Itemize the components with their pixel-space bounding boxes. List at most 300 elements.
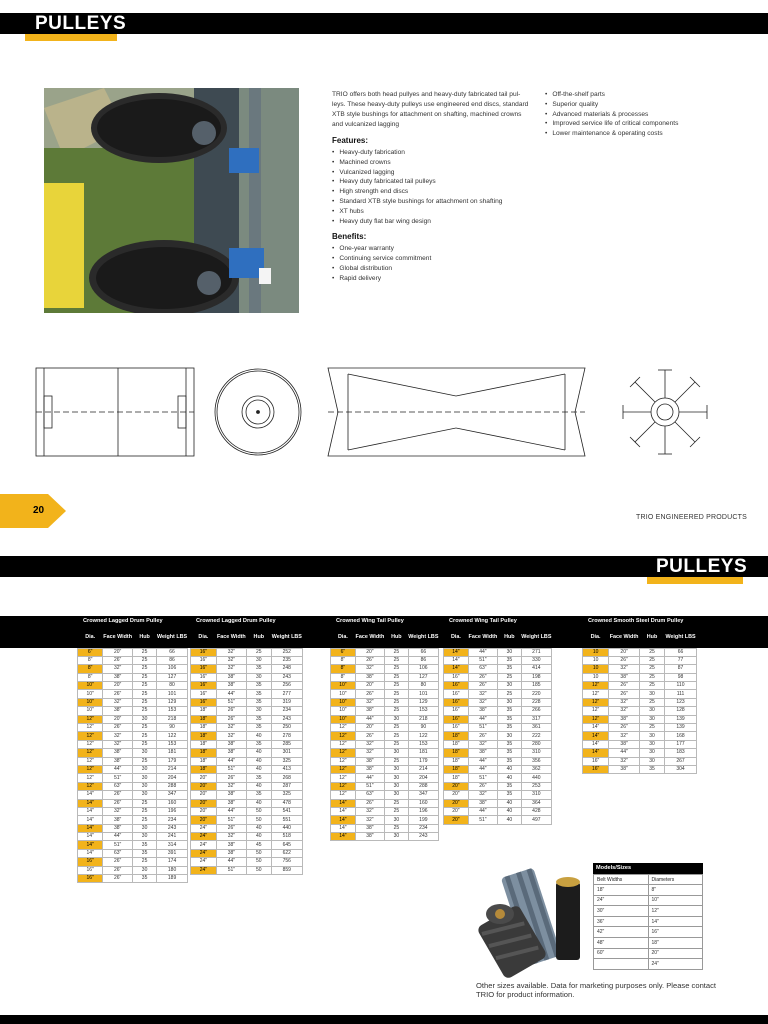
cell-face: 32" [609, 707, 640, 715]
cell-hub: 35 [132, 849, 156, 857]
cell-dia: 8" [331, 673, 356, 681]
advantages-list [545, 90, 745, 139]
table-row [331, 774, 439, 782]
cell-dia: 10" [331, 690, 356, 698]
cell-hub: 40 [246, 782, 271, 790]
cell-face: 26" [103, 656, 133, 664]
table-row [191, 749, 303, 757]
cell-dia: 16" [191, 665, 217, 673]
cell-hub: 50 [246, 807, 271, 815]
cell-weight: 756 [271, 858, 302, 866]
table-row [583, 698, 697, 706]
cell-dia: 14" [444, 665, 469, 673]
column-header: Hub [504, 633, 515, 640]
cell-dia: 14" [331, 824, 356, 832]
cell-face: 26" [468, 682, 497, 690]
cell-weight: 551 [271, 816, 302, 824]
table-row [78, 740, 188, 748]
cell-face: 44" [216, 757, 246, 765]
cell-weight: 271 [521, 648, 551, 656]
table-row [331, 791, 439, 799]
cell-dia: 12" [583, 682, 609, 690]
table-row [191, 732, 303, 740]
cell-dia: 24" [191, 833, 217, 841]
cell-dia: 10" [78, 682, 103, 690]
cell-hub: 25 [132, 858, 156, 866]
cell-dia: 12" [331, 740, 356, 748]
cell-weight: 111 [665, 690, 697, 698]
cell-dia: 8" [331, 656, 356, 664]
cell-hub: 40 [246, 757, 271, 765]
cell-hub: 25 [384, 740, 408, 748]
cell-dia: 18" [191, 715, 217, 723]
cell-weight: 139 [665, 715, 697, 723]
table-row [444, 707, 552, 715]
cell-hub: 25 [384, 673, 408, 681]
spec-table [582, 626, 697, 774]
cell-weight: 204 [408, 774, 438, 782]
cell-face: 44" [103, 833, 133, 841]
cell-hub: 40 [497, 765, 521, 773]
belt-width-cell: 24" [594, 895, 649, 906]
cell-dia: 14" [78, 791, 103, 799]
table-row [78, 648, 188, 656]
cell-weight: 243 [271, 673, 302, 681]
cell-weight: 347 [157, 791, 188, 799]
cell-weight: 129 [157, 698, 188, 706]
cell-weight: 198 [521, 673, 551, 681]
table-row [331, 690, 439, 698]
cell-hub: 30 [246, 656, 271, 664]
table-row [583, 656, 697, 664]
cell-hub: 30 [132, 833, 156, 841]
cell-face: 44" [355, 715, 384, 723]
cell-hub: 25 [132, 665, 156, 673]
cell-face: 20" [355, 648, 384, 656]
table-row [331, 707, 439, 715]
column-header: Face Width [468, 633, 498, 640]
cell-hub: 25 [497, 673, 521, 681]
cell-dia: 8" [78, 656, 103, 664]
cell-face: 38" [216, 791, 246, 799]
cell-hub: 25 [497, 690, 521, 698]
cell-dia: 18" [444, 749, 469, 757]
cell-hub: 25 [384, 724, 408, 732]
cell-face: 20" [103, 648, 133, 656]
cell-hub: 45 [246, 841, 271, 849]
cell-face: 38" [216, 673, 246, 681]
cell-weight: 310 [521, 749, 551, 757]
cell-dia: 20" [444, 791, 469, 799]
cell-weight: 98 [665, 673, 697, 681]
cell-dia: 12" [78, 782, 103, 790]
cell-face: 32" [103, 732, 133, 740]
cell-hub: 30 [384, 782, 408, 790]
table-row [191, 765, 303, 773]
cell-weight: 168 [665, 732, 697, 740]
cell-dia: 16" [78, 858, 103, 866]
cell-dia: 10" [78, 698, 103, 706]
cell-dia: 12" [583, 707, 609, 715]
cell-hub: 40 [497, 799, 521, 807]
cell-weight: 90 [408, 724, 438, 732]
cell-hub: 25 [132, 698, 156, 706]
disclaimer-note: Other sizes available. Data for marketing purposes only. Please contact TRIO for product information. [476, 981, 717, 999]
cell-face: 32" [468, 690, 497, 698]
cell-hub: 40 [246, 732, 271, 740]
cell-weight: 330 [521, 656, 551, 664]
cell-face: 32" [468, 791, 497, 799]
cell-hub: 35 [497, 724, 521, 732]
cell-hub: 30 [132, 774, 156, 782]
cell-hub: 40 [497, 807, 521, 815]
column-header: Weight LBS [271, 633, 302, 640]
table-row [331, 732, 439, 740]
cell-dia: 12" [331, 782, 356, 790]
cell-face: 38" [609, 740, 640, 748]
cell-hub: 25 [639, 698, 664, 706]
cell-dia: 16" [583, 757, 609, 765]
table-row [191, 682, 303, 690]
cell-face: 32" [216, 782, 246, 790]
table-row [78, 656, 188, 664]
cell-dia: 20" [444, 799, 469, 807]
cell-weight: 218 [157, 715, 188, 723]
benefits-heading: Benefits: [332, 232, 367, 242]
pulley-table [77, 616, 187, 883]
cell-weight: 106 [157, 665, 188, 673]
cell-hub: 40 [246, 799, 271, 807]
cell-face: 51" [216, 698, 246, 706]
cell-weight: 301 [271, 749, 302, 757]
models-row [594, 916, 703, 927]
cell-hub: 30 [132, 715, 156, 723]
cell-face: 51" [355, 782, 384, 790]
cell-dia: 14" [444, 648, 469, 656]
column-header: Weight LBS [408, 633, 439, 640]
pulley-table [443, 616, 551, 825]
cell-dia: 14" [78, 833, 103, 841]
cell-face: 32" [609, 732, 640, 740]
belt-width-cell: 30" [594, 906, 649, 917]
features-heading: Features: [332, 136, 369, 145]
table-row [191, 816, 303, 824]
cell-weight: 174 [157, 858, 188, 866]
table-row [78, 749, 188, 757]
cell-face: 32" [609, 698, 640, 706]
spec-table [443, 626, 552, 825]
cell-face: 63" [468, 665, 497, 673]
cell-face: 26" [216, 707, 246, 715]
cell-dia: 16" [78, 875, 103, 883]
cell-face: 32" [355, 749, 384, 757]
cell-face: 44" [216, 690, 246, 698]
cell-weight: 189 [157, 875, 188, 883]
bottom-page-title: PULLEYS [656, 556, 748, 577]
cell-hub: 30 [132, 765, 156, 773]
table-row [444, 682, 552, 690]
diameter-cell: 24" [648, 959, 703, 970]
cell-face: 38" [468, 799, 497, 807]
cell-face: 32" [468, 698, 497, 706]
cell-hub: 30 [384, 833, 408, 841]
belt-width-cell: 60" [594, 948, 649, 959]
cell-face: 26" [216, 774, 246, 782]
cell-weight: 234 [408, 824, 438, 832]
diameters-header: Diameters [648, 875, 703, 885]
models-row [594, 885, 703, 896]
column-header: Hub [139, 633, 150, 640]
advantages-item: • Superior quality [545, 100, 745, 110]
table-row [583, 724, 697, 732]
cell-hub: 35 [497, 749, 521, 757]
table-row [191, 707, 303, 715]
cell-hub: 30 [639, 749, 664, 757]
cell-hub: 30 [639, 715, 664, 723]
table-row [331, 765, 439, 773]
table-row [78, 791, 188, 799]
benefits-list [332, 244, 530, 283]
cell-hub: 25 [132, 757, 156, 765]
cell-dia: 14" [78, 807, 103, 815]
cell-hub: 35 [246, 698, 271, 706]
table-row [78, 774, 188, 782]
cell-hub: 30 [246, 707, 271, 715]
cell-hub: 25 [132, 740, 156, 748]
cell-face: 20" [355, 682, 384, 690]
cell-dia: 14" [331, 833, 356, 841]
advantages-item: • Improved service life of critical components [545, 119, 745, 129]
cell-face: 26" [609, 724, 640, 732]
table-row [191, 799, 303, 807]
cell-weight: 181 [408, 749, 438, 757]
cell-weight: 413 [271, 765, 302, 773]
cell-weight: 325 [271, 791, 302, 799]
spec-table [330, 626, 439, 841]
table-title: Crowned Smooth Steel Drum Pulley [588, 618, 684, 624]
cell-weight: 256 [271, 682, 302, 690]
table-row [78, 682, 188, 690]
column-header: Dia. [198, 633, 209, 640]
cell-dia: 16" [191, 698, 217, 706]
pulley-table [190, 616, 302, 875]
cell-hub: 25 [384, 799, 408, 807]
cell-dia: 12" [78, 765, 103, 773]
cell-weight: 428 [521, 807, 551, 815]
features-item: • Vulcanized lagging [332, 168, 530, 178]
cell-face: 44" [216, 858, 246, 866]
table-row [191, 690, 303, 698]
cell-hub: 35 [246, 724, 271, 732]
cell-face: 32" [355, 665, 384, 673]
cell-dia: 12" [331, 774, 356, 782]
cell-dia: 18" [444, 732, 469, 740]
cell-weight: 243 [408, 833, 438, 841]
cell-hub: 30 [132, 824, 156, 832]
cell-hub: 30 [497, 732, 521, 740]
column-header: Weight LBS [665, 633, 696, 640]
cell-dia: 12" [78, 740, 103, 748]
cell-weight: 214 [408, 765, 438, 773]
models-row [594, 937, 703, 948]
cell-dia: 18" [191, 732, 217, 740]
cell-hub: 50 [246, 849, 271, 857]
table-row [444, 774, 552, 782]
cell-dia: 18" [191, 757, 217, 765]
cell-face: 26" [609, 682, 640, 690]
features-item: • Heavy duty flat bar wing design [332, 217, 530, 227]
cell-weight: 250 [271, 724, 302, 732]
cell-dia: 12" [331, 724, 356, 732]
cell-weight: 325 [271, 757, 302, 765]
cell-weight: 160 [157, 799, 188, 807]
diameter-cell: 20" [648, 948, 703, 959]
cell-face: 38" [103, 757, 133, 765]
cell-weight: 391 [157, 849, 188, 857]
drum-end-view [215, 369, 301, 455]
cell-face: 26" [103, 799, 133, 807]
cell-weight: 110 [665, 682, 697, 690]
cell-face: 32" [216, 732, 246, 740]
cell-hub: 30 [497, 648, 521, 656]
table-row [444, 740, 552, 748]
cell-face: 44" [609, 749, 640, 757]
cell-face: 32" [355, 740, 384, 748]
cell-dia: 12" [583, 698, 609, 706]
cell-dia: 10" [331, 707, 356, 715]
cell-weight: 541 [271, 807, 302, 815]
table-row [444, 715, 552, 723]
cell-weight: 288 [408, 782, 438, 790]
column-header: Dia. [450, 633, 461, 640]
models-row [594, 959, 703, 970]
table-row [191, 833, 303, 841]
cell-hub: 25 [132, 648, 156, 656]
cell-face: 26" [468, 732, 497, 740]
features-item: • High strength end discs [332, 187, 530, 197]
cell-weight: 235 [271, 656, 302, 664]
table-row [444, 665, 552, 673]
cell-dia: 16" [191, 656, 217, 664]
diameter-cell: 8" [648, 885, 703, 896]
cell-weight: 183 [665, 749, 697, 757]
benefits-item: • One-year warranty [332, 244, 530, 254]
table-row [78, 824, 188, 832]
cell-face: 26" [103, 858, 133, 866]
table-row [191, 858, 303, 866]
cell-face: 38" [468, 707, 497, 715]
table-row [191, 841, 303, 849]
table-row [583, 715, 697, 723]
cell-dia: 14" [583, 749, 609, 757]
cell-weight: 622 [271, 849, 302, 857]
cell-face: 44" [468, 765, 497, 773]
cell-hub: 25 [639, 665, 664, 673]
cell-face: 32" [216, 656, 246, 664]
cell-face: 38" [103, 749, 133, 757]
cell-dia: 16" [444, 707, 469, 715]
cell-hub: 25 [246, 648, 271, 656]
cell-hub: 35 [246, 774, 271, 782]
table-row [78, 757, 188, 765]
table-row [191, 673, 303, 681]
cell-weight: 277 [271, 690, 302, 698]
cell-dia: 14" [583, 732, 609, 740]
cell-weight: 317 [521, 715, 551, 723]
top-title-underline [25, 34, 117, 41]
cell-hub: 30 [639, 690, 664, 698]
cell-hub: 30 [132, 782, 156, 790]
cell-weight: 218 [408, 715, 438, 723]
cell-face: 38" [103, 707, 133, 715]
cell-dia: 12" [331, 791, 356, 799]
cell-weight: 139 [665, 724, 697, 732]
cell-dia: 20" [191, 774, 217, 782]
cell-hub: 35 [497, 757, 521, 765]
table-row [444, 724, 552, 732]
bottom-title-underline [647, 577, 743, 584]
cell-weight: 80 [408, 682, 438, 690]
table-row [331, 673, 439, 681]
cell-face: 26" [216, 824, 246, 832]
cell-dia: 18" [444, 765, 469, 773]
cell-dia: 8" [78, 673, 103, 681]
cell-dia: 20" [444, 816, 469, 824]
belt-width-cell [594, 959, 649, 970]
cell-face: 44" [355, 774, 384, 782]
table-row [78, 782, 188, 790]
cell-weight: 414 [521, 665, 551, 673]
cell-hub: 25 [384, 707, 408, 715]
cell-weight: 179 [408, 757, 438, 765]
table-row [78, 690, 188, 698]
cell-weight: 220 [521, 690, 551, 698]
benefits-item: • Global distribution [332, 264, 530, 274]
benefits-item: • Rapid delivery [332, 274, 530, 284]
advantages-item: • Off-the-shelf parts [545, 90, 745, 100]
features-item: • Standard XTB style bushings for attachment on shafting [332, 197, 530, 207]
cell-face: 44" [468, 757, 497, 765]
belt-width-cell: 48" [594, 937, 649, 948]
cell-face: 38" [216, 682, 246, 690]
cell-weight: 364 [521, 799, 551, 807]
cell-dia: 16" [191, 648, 217, 656]
cell-hub: 35 [246, 682, 271, 690]
cell-hub: 25 [132, 724, 156, 732]
table-row [191, 724, 303, 732]
cell-hub: 25 [639, 682, 664, 690]
intro-paragraph: TRIO offers both head pullyes and heavy-duty fabricated tail pul-leys. These heavy-duty pulleys use engineered end discs, standard XTB style bushings for attachment on shafting, machined crowns and vulcanized lagging [332, 91, 529, 128]
column-header: Dia. [337, 633, 348, 640]
cell-face: 32" [216, 833, 246, 841]
cell-face: 32" [103, 807, 133, 815]
features-list [332, 148, 530, 226]
table-row [191, 824, 303, 832]
cell-face: 26" [355, 732, 384, 740]
cell-weight: 440 [521, 774, 551, 782]
table-row [78, 765, 188, 773]
cell-weight: 248 [271, 665, 302, 673]
cell-weight: 285 [271, 740, 302, 748]
cell-weight: 127 [157, 673, 188, 681]
cell-dia: 12" [78, 732, 103, 740]
cell-dia: 14" [78, 841, 103, 849]
cell-face: 38" [103, 816, 133, 824]
cell-weight: 243 [157, 824, 188, 832]
table-row [78, 833, 188, 841]
cell-hub: 25 [384, 648, 408, 656]
cell-face: 32" [355, 807, 384, 815]
